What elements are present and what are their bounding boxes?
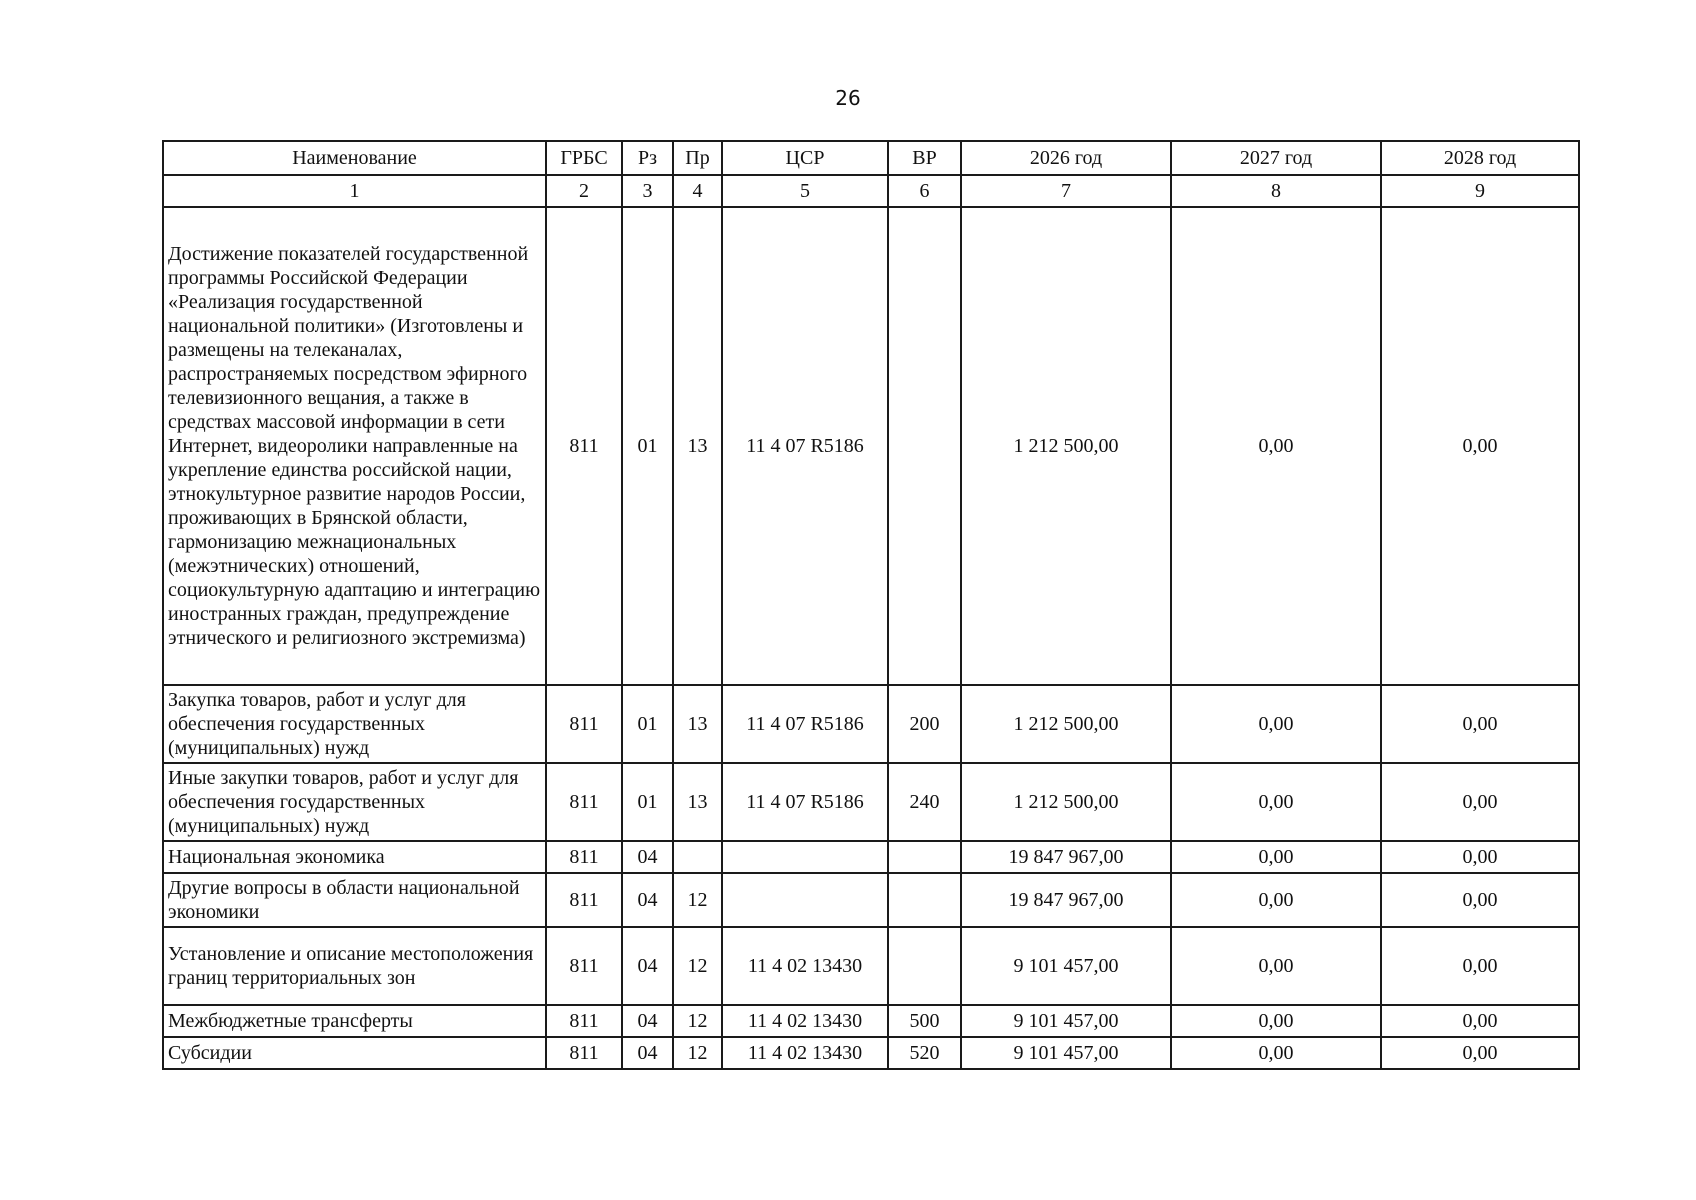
- header-vr: ВР: [888, 141, 961, 175]
- table-row: [163, 763, 1579, 841]
- column-number: 7: [961, 175, 1171, 207]
- header-2027: 2027 год: [1171, 141, 1381, 175]
- budget-table: [162, 140, 1580, 1070]
- row-csr: [722, 873, 888, 927]
- row-2028: 0,00: [1381, 763, 1579, 841]
- row-2026: 9 101 457,00: [961, 927, 1171, 1005]
- row-pr: 13: [673, 685, 722, 763]
- column-number: 8: [1171, 175, 1381, 207]
- row-pr: 12: [673, 873, 722, 927]
- header-grbs: ГРБС: [546, 141, 622, 175]
- row-csr: 11 4 02 13430: [722, 1037, 888, 1069]
- row-rz: 01: [622, 763, 673, 841]
- table-row: [163, 873, 1579, 927]
- row-2027: 0,00: [1171, 1037, 1381, 1069]
- row-2028: 0,00: [1381, 927, 1579, 1005]
- row-pr: 13: [673, 763, 722, 841]
- header-2028: 2028 год: [1381, 141, 1579, 175]
- row-2028: 0,00: [1381, 873, 1579, 927]
- table-row: [163, 207, 1579, 685]
- table-row: [163, 927, 1579, 1005]
- column-number: 6: [888, 175, 961, 207]
- row-2026: 9 101 457,00: [961, 1037, 1171, 1069]
- row-2028: 0,00: [1381, 1005, 1579, 1037]
- header-row: [163, 141, 1579, 175]
- row-rz: 01: [622, 207, 673, 685]
- row-rz: 01: [622, 685, 673, 763]
- row-grbs: 811: [546, 1037, 622, 1069]
- column-number-row: [163, 175, 1579, 207]
- row-name: Субсидии: [163, 1037, 546, 1069]
- row-2027: 0,00: [1171, 207, 1381, 685]
- row-grbs: 811: [546, 685, 622, 763]
- row-rz: 04: [622, 1005, 673, 1037]
- row-2026: 1 212 500,00: [961, 685, 1171, 763]
- column-number: 5: [722, 175, 888, 207]
- row-vr: 500: [888, 1005, 961, 1037]
- row-2027: 0,00: [1171, 763, 1381, 841]
- table-row: [163, 685, 1579, 763]
- header-csr: ЦСР: [722, 141, 888, 175]
- row-pr: 13: [673, 207, 722, 685]
- column-number: 1: [163, 175, 546, 207]
- row-2027: 0,00: [1171, 873, 1381, 927]
- row-pr: 12: [673, 1005, 722, 1037]
- row-2027: 0,00: [1171, 685, 1381, 763]
- column-number: 9: [1381, 175, 1579, 207]
- row-vr: [888, 207, 961, 685]
- row-rz: 04: [622, 1037, 673, 1069]
- table-row: [163, 841, 1579, 873]
- row-grbs: 811: [546, 841, 622, 873]
- column-number: 3: [622, 175, 673, 207]
- row-2027: 0,00: [1171, 1005, 1381, 1037]
- row-2027: 0,00: [1171, 927, 1381, 1005]
- row-vr: 520: [888, 1037, 961, 1069]
- row-name: Иные закупки товаров, работ и услуг для обеспечения государственных (муниципальных) нужд: [163, 763, 546, 841]
- row-vr: 200: [888, 685, 961, 763]
- row-grbs: 811: [546, 873, 622, 927]
- row-vr: [888, 927, 961, 1005]
- row-vr: [888, 841, 961, 873]
- row-grbs: 811: [546, 1005, 622, 1037]
- row-2026: 9 101 457,00: [961, 1005, 1171, 1037]
- row-csr: 11 4 02 13430: [722, 1005, 888, 1037]
- row-name: Национальная экономика: [163, 841, 546, 873]
- header-name: Наименование: [163, 141, 546, 175]
- column-number: 2: [546, 175, 622, 207]
- row-name: Установление и описание местоположения границ территориальных зон: [163, 927, 546, 1005]
- row-pr: [673, 841, 722, 873]
- row-pr: 12: [673, 1037, 722, 1069]
- row-vr: 240: [888, 763, 961, 841]
- row-2026: 19 847 967,00: [961, 841, 1171, 873]
- row-2026: 1 212 500,00: [961, 763, 1171, 841]
- row-name: Межбюджетные трансферты: [163, 1005, 546, 1037]
- row-grbs: 811: [546, 207, 622, 685]
- table-row: [163, 1037, 1579, 1069]
- row-2026: 1 212 500,00: [961, 207, 1171, 685]
- row-name: Другие вопросы в области национальной экономики: [163, 873, 546, 927]
- row-rz: 04: [622, 841, 673, 873]
- row-vr: [888, 873, 961, 927]
- header-rz: Рз: [622, 141, 673, 175]
- table-row: [163, 1005, 1579, 1037]
- row-2028: 0,00: [1381, 207, 1579, 685]
- row-csr: 11 4 02 13430: [722, 927, 888, 1005]
- page-number: 26: [835, 86, 861, 110]
- row-pr: 12: [673, 927, 722, 1005]
- row-csr: 11 4 07 R5186: [722, 685, 888, 763]
- row-grbs: 811: [546, 927, 622, 1005]
- row-rz: 04: [622, 927, 673, 1005]
- row-2026: 19 847 967,00: [961, 873, 1171, 927]
- row-2028: 0,00: [1381, 841, 1579, 873]
- column-number: 4: [673, 175, 722, 207]
- row-csr: [722, 841, 888, 873]
- header-2026: 2026 год: [961, 141, 1171, 175]
- row-csr: 11 4 07 R5186: [722, 763, 888, 841]
- row-rz: 04: [622, 873, 673, 927]
- row-grbs: 811: [546, 763, 622, 841]
- header-pr: Пр: [673, 141, 722, 175]
- row-2028: 0,00: [1381, 685, 1579, 763]
- row-name: Закупка товаров, работ и услуг для обеспечения государственных (муниципальных) нужд: [163, 685, 546, 763]
- row-2027: 0,00: [1171, 841, 1381, 873]
- row-name: Достижение показателей государственной программы Российской Федерации «Реализация государственной национальной политики» (Изготовлены и размещены на телеканалах, распространяемых посредством эфирного телевизионного вещания, а также в средствах массовой информации в сети Интернет, видеоролики направленные на укрепление единства российской нации, этнокультурное развитие народов России, проживающих в Брянской области, гармонизацию межнациональных (межэтнических) отношений, социокультурную адаптацию и интеграцию иностранных граждан, предупреждение этнического и религиозного экстремизма): [163, 207, 546, 685]
- row-2028: 0,00: [1381, 1037, 1579, 1069]
- row-csr: 11 4 07 R5186: [722, 207, 888, 685]
